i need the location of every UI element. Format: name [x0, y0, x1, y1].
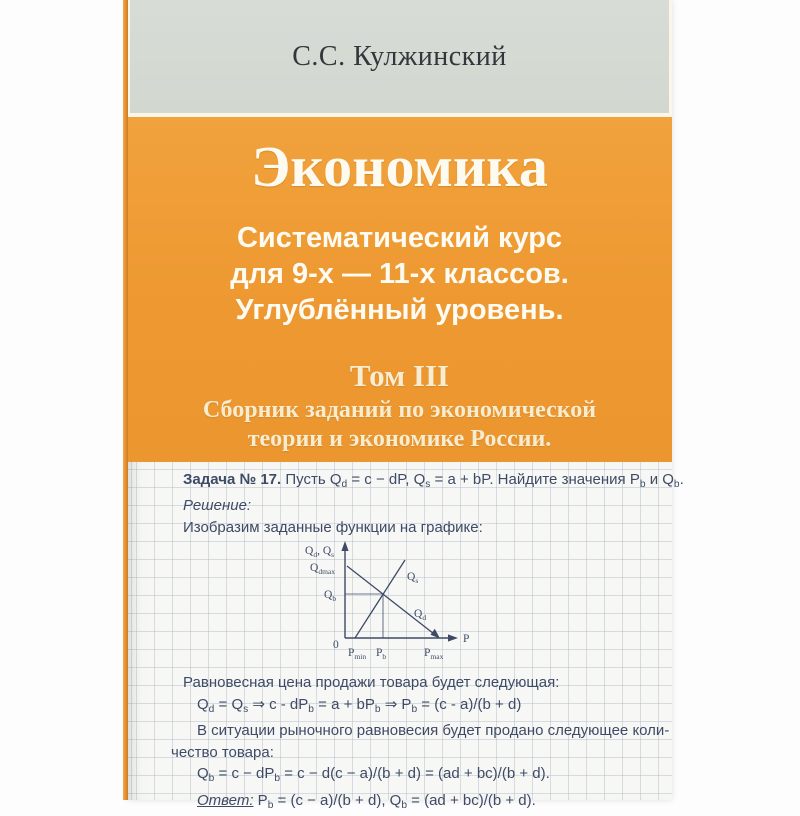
author-band	[127, 0, 672, 117]
demand-curve	[347, 566, 436, 636]
demand-label: $Q_d$	[414, 608, 427, 623]
solution-label: Решение:	[183, 497, 252, 515]
book-cover	[127, 0, 684, 811]
graph-svg	[287, 538, 499, 670]
y-axis-label: $Q_d$, $Q_s$	[305, 545, 335, 560]
x-axis-arrow-icon	[448, 635, 458, 642]
volume-subtitle	[127, 396, 672, 454]
y-axis-arrow-icon	[341, 541, 348, 551]
price-intro: Равновесная цена продажи товара будет следующая:	[183, 674, 560, 692]
pb-tick-label: $P_b$	[376, 647, 387, 662]
quantity-intro-1: В ситуации рыночного равновесия будет продано следующее коли-	[197, 722, 670, 740]
book-title: Экономика	[251, 134, 548, 199]
x-axis-label: P	[463, 633, 470, 646]
quantity-equation: $Q_b = c - dP_b = c - d(c - a)/(b + d) = (ad + bc)/(b + d)$.	[197, 765, 550, 785]
qb-label: $Q_b$	[324, 589, 337, 604]
plot-intro: Изобразим заданные функции на графике:	[183, 518, 483, 536]
subtitle-line: Углублённый уровень.	[235, 294, 564, 326]
answer-line: Ответ: $P_b = (c - a)/(b + d)$, $Q_b = (ad + bc)/(b + d)$.	[197, 791, 536, 811]
quantity-intro-2: чество товара:	[171, 743, 274, 761]
pmax-tick-label: $P_{max}$	[424, 647, 444, 662]
qdmax-label: $Q_{dmax}$	[310, 562, 335, 577]
supply-demand-graph	[287, 538, 656, 672]
subtitle-line: Систематический курс	[236, 222, 563, 254]
supply-curve	[355, 560, 405, 638]
problem-page	[127, 462, 684, 811]
supply-label: $Q_s$	[407, 571, 419, 586]
author-name: С.С. Кулжинский	[292, 40, 507, 72]
title-band	[127, 117, 672, 462]
volume-subtitle-line: теории и экономике России.	[247, 426, 552, 452]
volume-subtitle-line: Сборник заданий по экономической	[202, 397, 597, 423]
task-statement: Задача № 17. Пусть $Q_d = c$ − dP, $Q_s = a$ + bP. Найдите значения $P_b$ и $Q_b$.	[183, 471, 684, 490]
price-equation: $Q_d = Q_s$ ⇒ $c - dP_b = a + bP_b$ ⇒ $P_b = (c - a)/(b + d)$	[197, 695, 522, 715]
origin-label: 0	[333, 639, 339, 652]
volume-title: Том III	[349, 358, 450, 393]
demand-arrow-icon	[431, 629, 441, 639]
book-subtitle	[127, 220, 672, 328]
book-spine-edge	[123, 0, 128, 800]
subtitle-line: для 9-х — 11-х классов.	[230, 258, 569, 290]
pmin-tick-label: $P_{min}$	[348, 647, 367, 662]
